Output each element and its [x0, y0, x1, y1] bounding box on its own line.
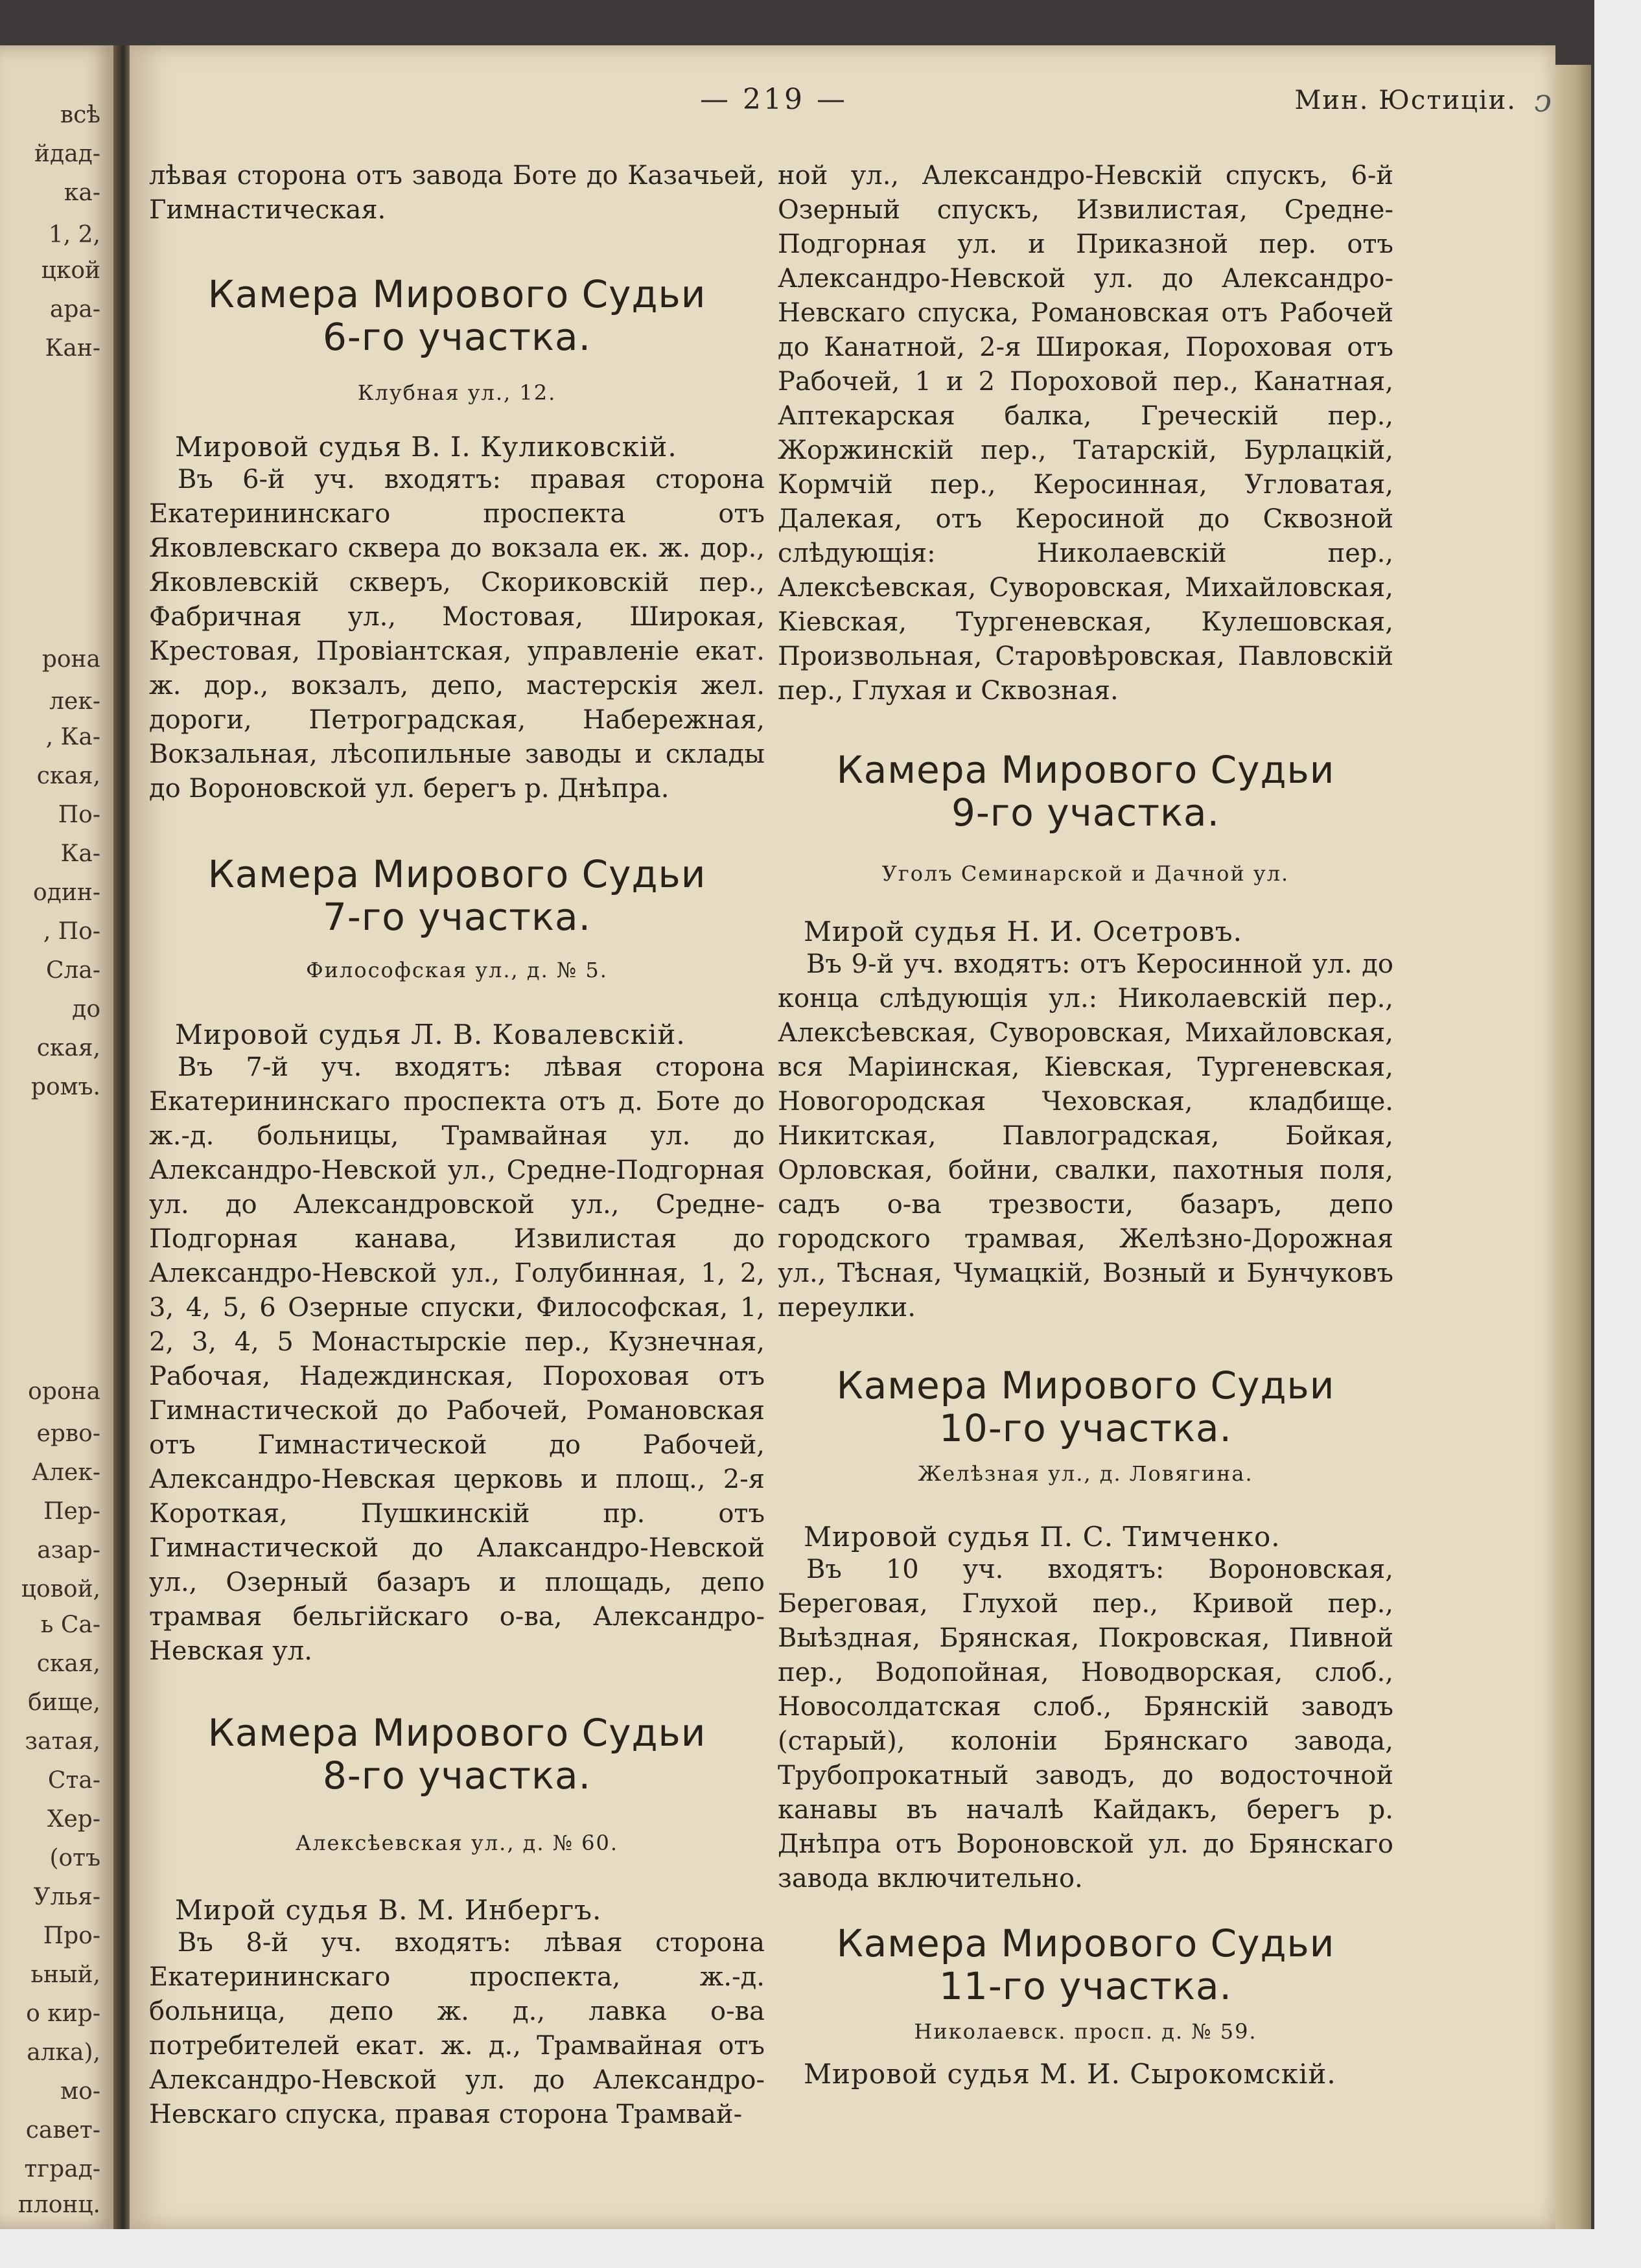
section-title: Камера Мирового Судьи [836, 1921, 1335, 1965]
section-subtitle: 11-го участка. [939, 1964, 1232, 2008]
page-number: — 219 — [700, 83, 848, 116]
section-district-8 [149, 1711, 765, 2132]
section-address: Желѣзная ул., д. Ловягина. [918, 1461, 1253, 1486]
left-page-fragment: Улья- [33, 1884, 100, 1910]
left-page-fragment: По- [58, 802, 100, 828]
left-page-fragment: затая, [25, 1728, 100, 1755]
left-page-fragment: до [72, 996, 100, 1023]
pencil-mark-icon: ↄ [1534, 83, 1552, 119]
section-title: Камера Мирового Судьи [207, 272, 706, 316]
left-page-fragment: Алек- [31, 1459, 100, 1486]
left-page-fragment: ская, [36, 1035, 100, 1061]
right-column [778, 159, 1393, 2090]
left-page-fragment: савет- [25, 2117, 100, 2144]
left-page-fragment: всѣ [60, 102, 100, 128]
left-page-fragment: лек- [49, 688, 100, 715]
section-subtitle: 7-го участка. [322, 895, 592, 939]
district-description: Въ 7-й уч. входятъ: лѣвая сторона Екатерининскаго проспекта отъ д. Боте до ж.-д. больницы, Трамвайная ул. до Александро-Невской ул., Средне-Подгорная ул. до Александровской ул., Средне-Подгорная канава, Извилистая до Александро-Невской ул., Голубинная, 1, 2, 3, 4, 5, 6 Озерные спуски, Философская, 1, 2, 3, 4, 5 Монастырскіе пер., Кузнечная, Рабочая, Надеждинская, Пороховая отъ Гимнастической до Рабочей, Романовская отъ Гимнастической до Рабочей, Александро-Невская церковь и площ., 2-я Короткая, Пушкинскій пр. отъ Гимнастической до Алаксандро-Невской ул., Озерный базаръ и площадь, депо трамвая бельгійскаго о-ва, Александро-Невская ул. [149, 1052, 765, 1666]
district-description: Въ 10 уч. входятъ: Вороновская, Береговая, Глухой пер., Кривой пер., Выѣздная, Брянская, Покровская, Пивной пер., Водопойная, Новодворская, слоб., Новосолдатская слоб., Брянскій заводъ (старый), колоніи Брянскаго завода, Трубопрокатный заводъ, до водосточной канавы въ началѣ Кайдакъ, берегъ р. Днѣпра отъ Вороновской ул. до Брянскаго завода включительно. [778, 1555, 1393, 1893]
judge-name: Мировой судья М. И. Сырокомскій. [804, 2058, 1336, 2090]
section-address: Философская ул., д. № 5. [306, 958, 608, 982]
judge-name: Мировой судья Л. В. Ковалевскій. [175, 1019, 686, 1050]
section-address: Уголъ Семинарской и Дачной ул. [881, 861, 1290, 886]
judge-name: Мировой судья В. І. Куликовскій. [175, 431, 677, 463]
section-district-11 [778, 1922, 1393, 2090]
left-page-fragment: рона [41, 646, 100, 673]
section-subtitle: 6-го участка. [322, 315, 592, 359]
section-subtitle: 8-го участка. [322, 1753, 592, 1798]
left-page-fragment: ь Са- [40, 1612, 100, 1638]
left-page-fragment: о кир- [26, 2000, 100, 2027]
section-address: Алексѣевская ул., д. № 60. [295, 1831, 619, 1855]
left-page-fragment: ьный, [30, 1961, 100, 1988]
left-page-fragment: цкой [41, 257, 100, 284]
left-page-fragment: ромъ. [30, 1074, 100, 1100]
left-page-fragment: орона [28, 1378, 100, 1405]
judge-name: Мировой судья П. С. Тимченко. [804, 1521, 1281, 1553]
left-page-fragment: цовой, [21, 1576, 100, 1603]
left-page-fragment: Пер- [43, 1498, 100, 1525]
left-page-fragment: Ка- [60, 840, 100, 867]
left-page-fragment: один- [33, 879, 100, 906]
section-district-6 [149, 273, 765, 806]
section-district-7 [149, 853, 765, 1669]
left-page-fragment: ская, [36, 1650, 100, 1677]
section-address: Николаевск. просп. д. № 59. [914, 2019, 1257, 2044]
page-header [130, 83, 1555, 122]
section-title: Камера Мирового Судьи [836, 748, 1335, 792]
left-page-fragment: Ста- [47, 1767, 100, 1794]
page-stack-edge [1555, 65, 1591, 2229]
left-page-fragment: ара- [49, 296, 100, 323]
left-page-fragment: Хер- [47, 1806, 100, 1833]
left-page-fragment: , Ка- [45, 724, 100, 750]
left-page-fragment: алка), [27, 2039, 100, 2066]
section-title: Камера Мирового Судьи [207, 1711, 706, 1755]
judge-name: Мирой судья В. М. Инбергъ. [175, 1894, 602, 1926]
continuation-text: лѣвая сторона отъ завода Боте до Казачьей, Гимнастическая. [149, 161, 765, 225]
section-district-9 [778, 748, 1393, 1325]
left-page-fragment: ская, [36, 763, 100, 789]
left-column [149, 159, 765, 2132]
section-district-10 [778, 1364, 1393, 1896]
left-page-edge [0, 45, 113, 2229]
left-page-fragment: ерво- [36, 1420, 100, 1447]
section-subtitle: 10-го участка. [939, 1406, 1232, 1450]
running-head: Мин. Юстиціи. [1294, 86, 1517, 115]
left-page-fragment: йдад- [34, 141, 100, 167]
left-page-fragment: бище, [28, 1689, 100, 1716]
left-page-fragment: Про- [43, 1923, 100, 1949]
section-subtitle: 9-го участка. [951, 791, 1220, 835]
left-page-fragment: Кан- [45, 335, 100, 362]
section-title: Камера Мирового Судьи [207, 852, 706, 896]
left-page-fragment: тград- [24, 2156, 100, 2182]
page [130, 45, 1555, 2229]
left-page-fragment: азар- [37, 1537, 100, 1564]
judge-name: Мирой судья Н. И. Осетровъ. [804, 916, 1242, 947]
left-page-fragment: мо- [60, 2078, 100, 2105]
left-page-fragment: плонц. [17, 2192, 100, 2218]
left-page-fragment: , По- [43, 918, 100, 945]
district-description: Въ 9-й уч. входятъ: отъ Керосинной ул. до конца слѣдующія ул.: Николаевскій пер., Алексѣевская, Суворовская, Михайловская, вся Маріинская, Кіевская, Тургеневская, Новогородская Чеховская, кладбище. Никитская, Павлоградская, Бойкая, Орловская, бойни, свалки, пахотныя поля, садъ о-ва трезвости, базаръ, депо городского трамвая, Желѣзно-Дорожная ул., Тѣсная, Чумацкій, Возный и Бунчуковъ переулки. [778, 949, 1393, 1323]
section-title: Камера Мирового Судьи [836, 1363, 1335, 1407]
left-page-fragment: ка- [64, 179, 100, 206]
left-page-fragment: Сла- [45, 957, 100, 984]
left-page-fragment: 1, 2, [48, 222, 100, 248]
section-address: Клубная ул., 12. [357, 380, 557, 405]
district-description: Въ 6-й уч. входятъ: правая сторона Екатерининскаго проспекта отъ Яковлевскаго сквера до вокзала ек. ж. дор., Яковлевскій скверъ, Скориковскій пер., Фабричная ул., Мостовая, Широкая, Крестовая, Провіантская, управленіе екат. ж. дор., вокзалъ, депо, мастерскія жел. дороги, Петроградская, Набережная, Вокзальная, лѣсопильные заводы и склады до Вороновской ул. берегъ р. Днѣпра. [149, 465, 765, 804]
district-description: Въ 8-й уч. входятъ: лѣвая сторона Екатерининскаго проспекта, ж.-д. больница, депо ж. д., лавка о-ва потребителей екат. ж. д., Трамвайная отъ Александро-Невской ул. до Александро-Невскаго спуска, правая сторона Трамвай- [149, 1928, 765, 2129]
left-page-fragment: (отъ [49, 1845, 100, 1871]
continuation-text: ной ул., Александро-Невскій спускъ, 6-й Озерный спускъ, Извилистая, Средне-Подгорная ул. и Приказной пер. отъ Александро-Невской ул. до Александро-Невскаго спуска, Романовская отъ Рабочей до Канатной, 2-я Широкая, Пороховая отъ Рабочей, 1 и 2 Пороховой пер., Канатная, Аптекарская балка, Греческій пер., Жоржинскій пер., Татарскій, Бурлацкій, Кормчій пер., Керосинная, Угловатая, Далекая, отъ Керосиной до Сквозной слѣдующія: Николаевскій пер., Алексѣевская, Суворовская, Михайловская, Кіевская, Тургеневская, Кулешовская, Произвольная, Старовѣровская, Павловскій пер., Глухая и Сквозная. [778, 161, 1393, 706]
